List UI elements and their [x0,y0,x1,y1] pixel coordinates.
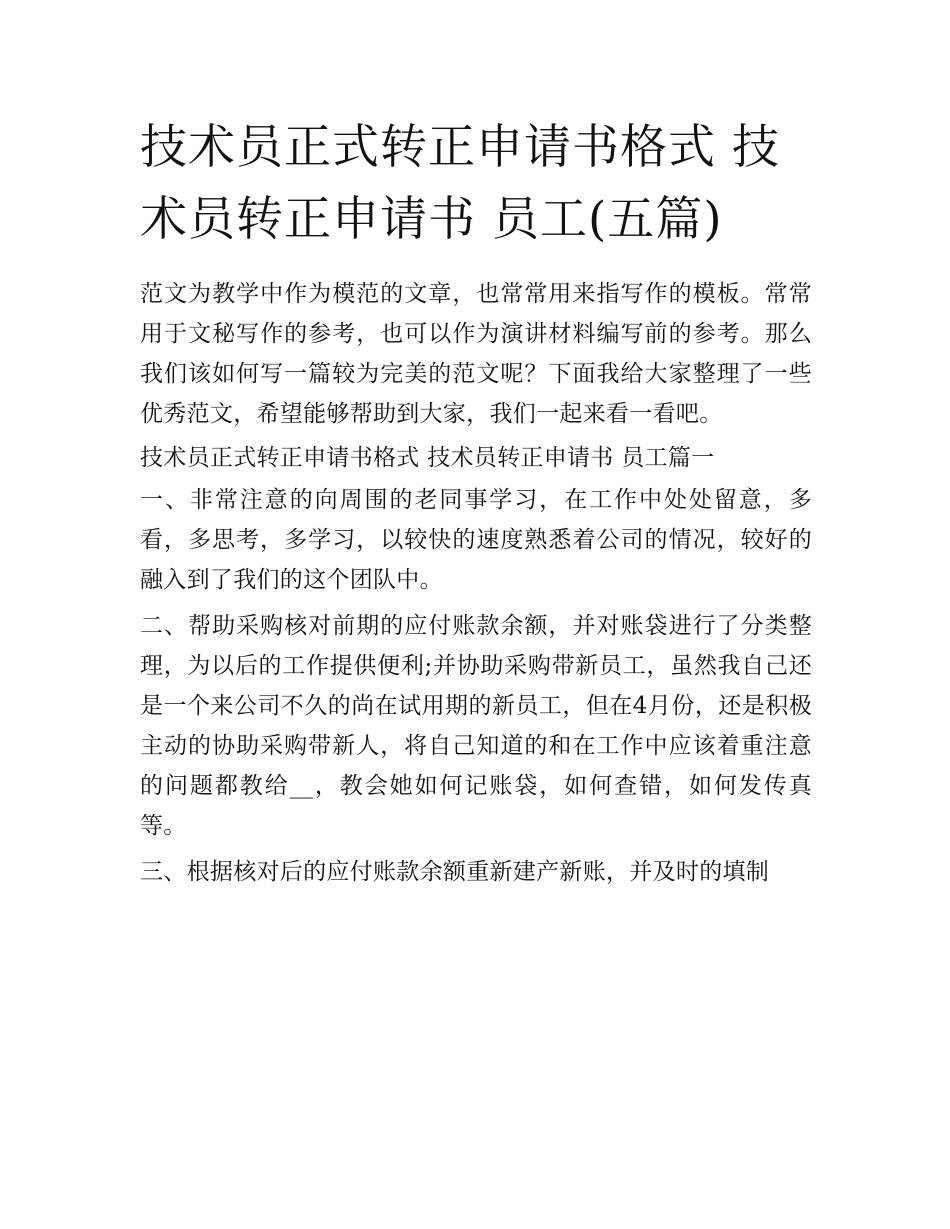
list-item-1: 一、非常注意的向周围的老同事学习，在工作中处处留意，多看，多思考，多学习，以较快的速度熟悉着公司的情况，较好的融入到了我们的这个团队中。 [140,487,812,593]
document-page [140,112,812,898]
intro-paragraph: 范文为教学中作为模范的文章，也常常用来指写作的模板。常常用于文秘写作的参考，也可以作为演讲材料编写前的参考。那么我们该如何写一篇较为完美的范文呢？下面我给大家整理了一些优秀范文，希望能够帮助到大家，我们一起来看一看吧。 [140,281,812,427]
list-item-2: 二、帮助采购核对前期的应付账款余额，并对账袋进行了分类整理，为以后的工作提供便利;并协助采购带新员工，虽然我自己还是一个来公司不久的尚在试用期的新员工，但在4月份，还是积极主动的协助采购带新人，将自己知道的和在工作中应该着重注意的问题都教给__，教会她如何记账袋，如何查错，如何发传真等。 [140,613,812,839]
document-title: 技术员正式转正申请书格式 技术员转正申请书 员工(五篇) [140,120,780,247]
section-heading: 技术员正式转正申请书格式 技术员转正申请书 员工篇一 [140,445,715,471]
list-item-3: 三、根据核对后的应付账款余额重新建产新账，并及时的填制 [140,859,770,885]
